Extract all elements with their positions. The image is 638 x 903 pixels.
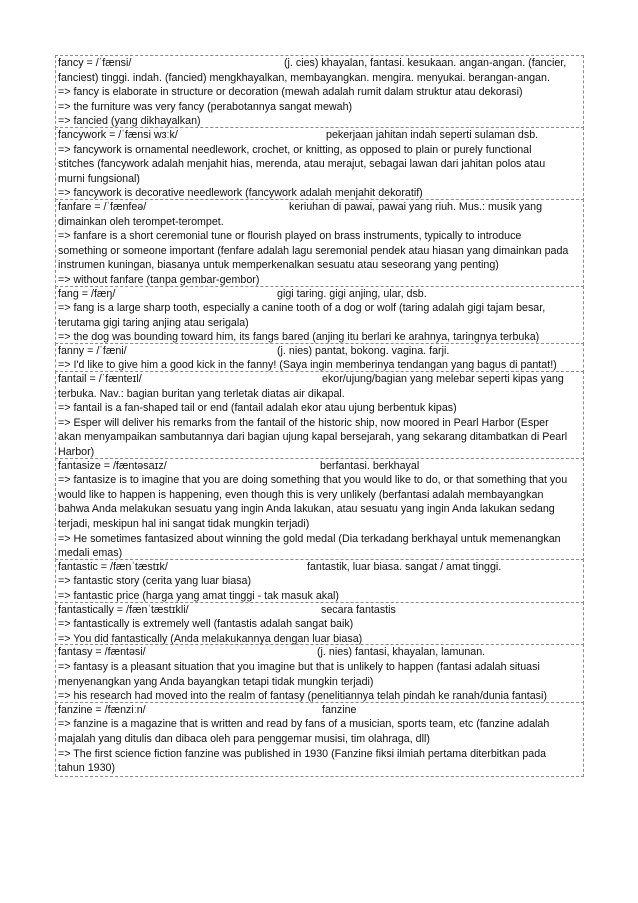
- entry-fancy: [55, 55, 584, 129]
- entry-translation: fanzine: [322, 703, 357, 716]
- example-line: => fantastic price (harga yang amat tinggi - tak masuk akal): [58, 589, 339, 602]
- example-line: => fanzine is a magazine that is written and read by fans of a musician, sports team, etc (fanzine adalah: [58, 718, 550, 731]
- entry-translation: fantastik, luar biasa. sangat / amat tinggi.: [307, 560, 502, 573]
- entry-headline: [58, 344, 581, 359]
- definition-line: stitches (fancywork adalah menjahit hias, merenda, atau merajut, sebagai lawan dari jahitan polos atau: [58, 158, 546, 171]
- entry-translation: secara fantastis: [321, 603, 396, 616]
- entry-translation: pekerjaan jahitan indah seperti sulaman dsb.: [326, 128, 539, 141]
- entry-fanny: [55, 343, 584, 373]
- definition-line: medali emas): [58, 547, 123, 560]
- entry-term: fancy = /ˈfænsi/: [58, 57, 132, 69]
- entry-fanfare: [55, 199, 584, 288]
- example-line: => The first science fiction fanzine was published in 1930 (Fanzine fiksi ilmiah pertama diterbitkan pada: [58, 747, 547, 760]
- definition-line: dimainkan oleh terompet-terompet.: [58, 215, 224, 228]
- example-line: => fancywork is ornamental needlework, crochet, or knitting, as opposed to plain or purely functional: [58, 143, 532, 156]
- definition-line: something or someone important (fenfare adalah lagu seremonial pendek atau hiasan yang dimainkan pada: [58, 244, 569, 257]
- entry-term: fantasy = /fæntəsi/: [58, 646, 146, 659]
- example-line: => the furniture was very fancy (perabotannya sangat mewah): [58, 100, 353, 113]
- definition-line: murni fungsional): [58, 172, 140, 185]
- example-line: => fantail is a fan-shaped tail or end (fantail adalah ekor atau ujung berbentuk kipas): [58, 402, 457, 415]
- definition-line: instrumen kuningan, biasanya untuk memperkenalkan sesuatu atau seseorang yang penting): [58, 259, 499, 272]
- entry-translation: (j. cies) khayalan, fantasi. kesukaan. angan-angan. (fancier,: [284, 57, 567, 69]
- definition-line: terutama gigi taring anjing atau serigala): [58, 316, 249, 329]
- definition-line: menyenangkan yang Anda bayangkan tetapi tidak mungkin terjadi): [58, 675, 374, 688]
- entry-headline: [58, 703, 581, 718]
- entry-translation: berfantasi. berkhayal: [320, 459, 420, 472]
- entry-term: fantasize = /fæntəsaɪz/: [58, 459, 167, 472]
- entry-headline: [58, 560, 581, 575]
- entry-headline: [58, 645, 581, 660]
- example-line: => fancied (yang dikhayalkan): [58, 115, 201, 128]
- entry-term: fancywork = /ˈfænsi wɜːk/: [58, 128, 178, 141]
- example-line: => his research had moved into the realm of fantasy (penelitiannya telah pindah ke ranah/dunia fantasi): [58, 690, 547, 703]
- definition-line: Harbor): [58, 446, 95, 459]
- entry-fanzine: [55, 702, 584, 777]
- entry-fantastic: [55, 559, 584, 604]
- definition-line: would like to happen is happening, even though this is very unlikely (berfantasi adalah membayangkan: [58, 488, 544, 501]
- example-line: => You did fantastically (Anda melakukannya dengan luar biasa): [58, 632, 363, 645]
- dictionary-page: [55, 55, 584, 777]
- example-line: => without fanfare (tanpa gembar-gembor): [58, 273, 260, 286]
- entry-headline: [58, 200, 581, 215]
- entry-fantail: [55, 371, 584, 460]
- entry-term: fanfare = /ˈfænfeə/: [58, 200, 147, 213]
- entry-headline: [58, 372, 581, 387]
- example-line: => Esper will deliver his remarks from the fantail of the historic ship, now moored in Pearl Harbor (Esper: [58, 416, 549, 429]
- entry-translation: keriuhan di pawai, pawai yang riuh. Mus.: musik yang: [289, 200, 543, 213]
- definition-line: majalah yang ditulis dan dibaca oleh para penggemar musisi, tim olahraga, dll): [58, 732, 430, 745]
- example-line: => fanfare is a short ceremonial tune or flourish played on brass instruments, typically to introduce: [58, 230, 522, 243]
- entry-term: fantastically = /fænˈtæstɪkli/: [58, 603, 189, 616]
- definition-line: bahwa Anda melakukan sesuatu yang ingin Anda lakukan, atau sesuatu yang ingin Anda lakukan sedang: [58, 503, 555, 516]
- definition-line: terbuka. Nav.: bagian buritan yang terletak diatas air dikapal.: [58, 387, 345, 400]
- definition-line: fanciest) tinggi. indah. (fancied) mengkhayalkan, membayangkan. mengira. menyukai. berangan-angan.: [58, 71, 550, 84]
- entry-term: fanny = /ˈfæni/: [58, 344, 127, 357]
- definition-line: terjadi, meskipun hal ini sangat tidak mungkin terjadi): [58, 518, 310, 530]
- entry-fantasize: [55, 458, 584, 561]
- entry-headline: [58, 459, 581, 474]
- entry-translation: (j. nies) pantat, bokong. vagina. farji.: [277, 344, 450, 357]
- entry-term: fantastic = /fænˈtæstɪk/: [58, 560, 168, 573]
- example-line: => fantastic story (cerita yang luar biasa): [58, 575, 252, 588]
- entry-headline: [58, 56, 581, 71]
- entry-term: fantail = /ˈfænteɪl/: [58, 373, 142, 386]
- example-line: => fantastically is extremely well (fantastis adalah sangat baik): [58, 618, 354, 631]
- example-line: => the dog was bounding toward him, its fangs bared (anjing itu berlari ke arahnya, taringnya terbuka): [58, 331, 540, 344]
- entry-headline: [58, 603, 581, 618]
- entry-headline: [58, 287, 581, 302]
- entry-term: fang = /fæŋ/: [58, 287, 116, 300]
- example-line: => I'd like to give him a good kick in the fanny! (Saya ingin memberinya tendangan yang bagus di pantat!): [58, 359, 557, 372]
- entry-fancywork: [55, 127, 584, 201]
- entry-headline: [58, 128, 581, 143]
- example-line: => fancywork is decorative needlework (fancywork adalah menjahit dekoratif): [58, 187, 423, 200]
- definition-line: akan menyampaikan sambutannya dari bagian ujung kapal bersejarah, yang sekarang ditambatkan di Pearl: [58, 431, 568, 444]
- entry-translation: (j. nies) fantasi, khayalan, lamunan.: [317, 646, 486, 659]
- entry-fantastically: [55, 602, 584, 647]
- entry-fantasy: [55, 644, 584, 703]
- example-line: => He sometimes fantasized about winning the gold medal (Dia terkadang berkhayal untuk memenangkan: [58, 532, 561, 545]
- definition-line: tahun 1930): [58, 762, 116, 775]
- entry-fang: [55, 286, 584, 345]
- entry-translation: gigi taring. gigi anjing, ular, dsb.: [277, 287, 427, 300]
- example-line: => fancy is elaborate in structure or decoration (mewah adalah rumit dalam struktur atau dekorasi): [58, 86, 523, 99]
- example-line: => fantasize is to imagine that you are doing something that you would like to do, or that something that you: [58, 474, 568, 487]
- example-line: => fang is a large sharp tooth, especially a canine tooth of a dog or wolf (taring adalah gigi tajam besar,: [58, 302, 546, 315]
- entry-term: fanzine = /fænziːn/: [58, 703, 146, 716]
- entry-translation: ekor/ujung/bagian yang melebar seperti kipas yang: [322, 373, 564, 386]
- example-line: => fantasy is a pleasant situation that you imagine but that is unlikely to happen (fantasi adalah situasi: [58, 660, 540, 673]
